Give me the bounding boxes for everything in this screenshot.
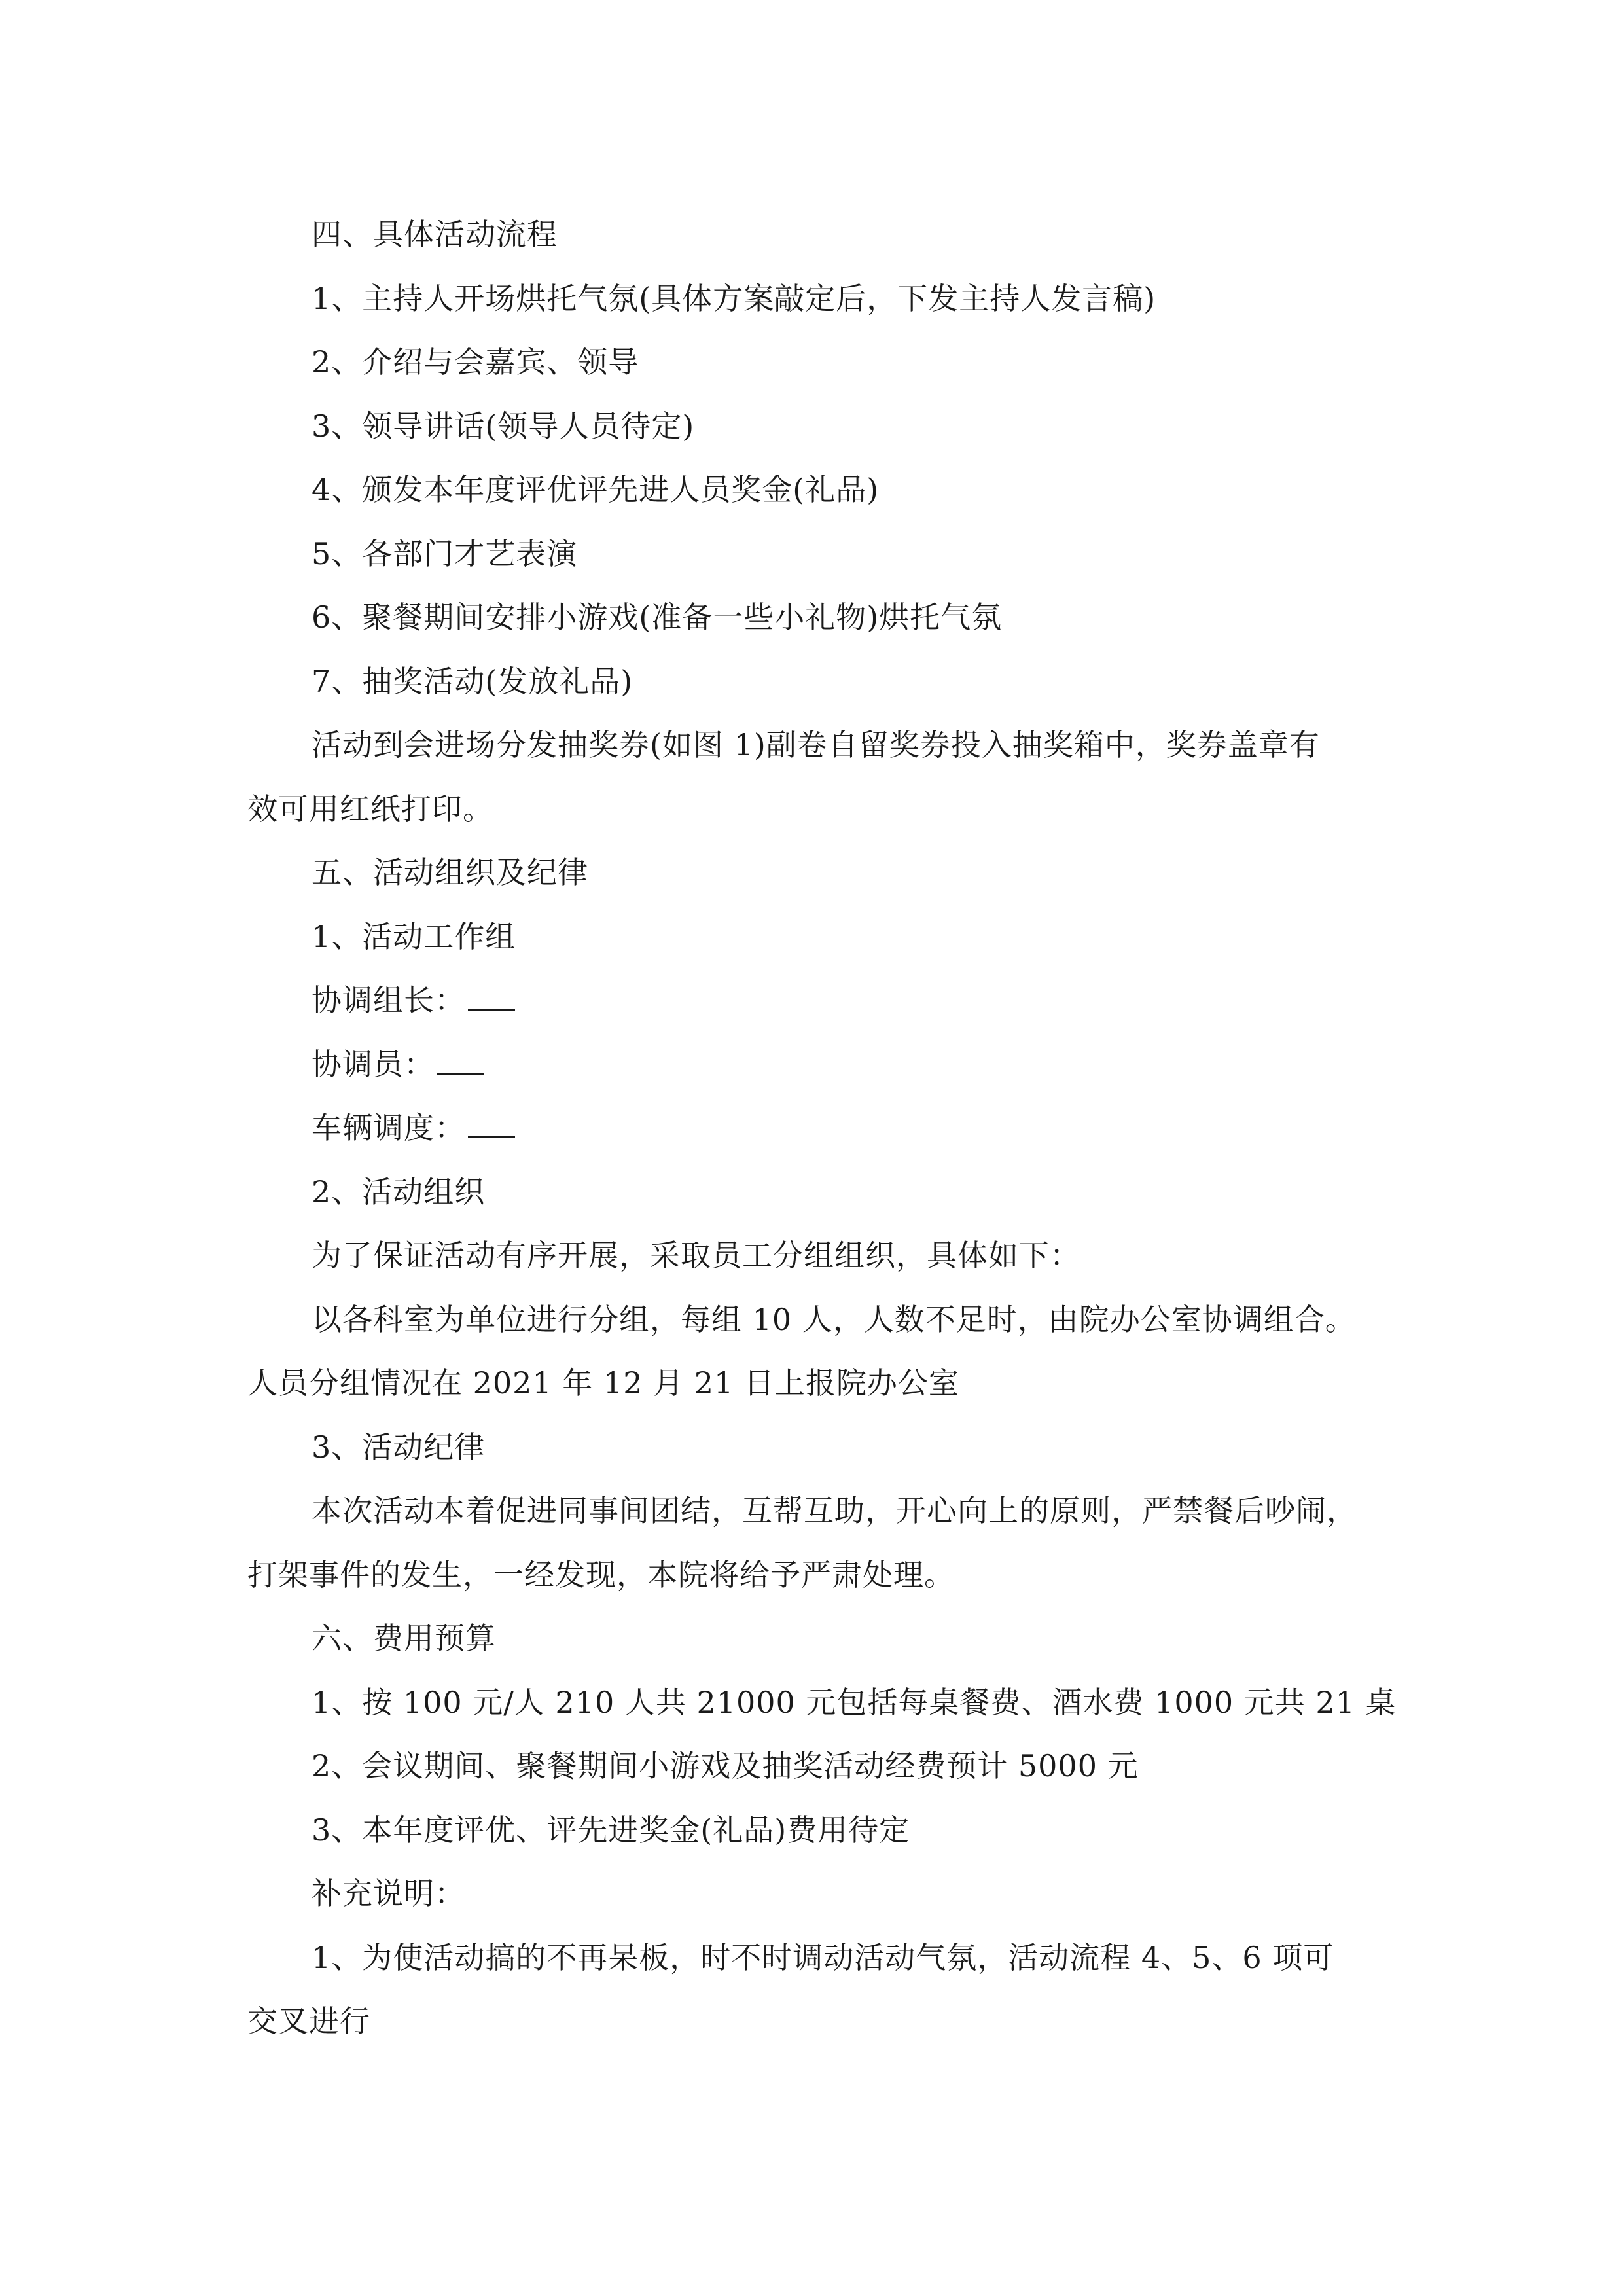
organization-paragraph-line: 人员分组情况在 2021 年 12 月 21 日上报院办公室 — [247, 1365, 959, 1401]
subheading-organization: 2、活动组织 — [312, 1174, 486, 1210]
process-item: 2、介绍与会嘉宾、领导 — [312, 344, 639, 380]
role-label: 车辆调度： — [312, 1110, 465, 1145]
budget-item: 1、按 100 元/人 210 人共 21000 元包括每桌餐费、酒水费 1000 元共 21 桌 — [312, 1684, 1397, 1720]
role-label: 协调员： — [312, 1046, 435, 1082]
budget-item: 3、本年度评优、评先进奖金(礼品)费用待定 — [312, 1812, 910, 1848]
blank-line — [468, 986, 515, 1011]
process-item: 7、抽奖活动(发放礼品) — [312, 663, 633, 699]
note-paragraph-line: 交叉进行 — [247, 2003, 370, 2039]
blank-line — [468, 1114, 515, 1138]
budget-item: 2、会议期间、聚餐期间小游戏及抽奖活动经费预计 5000 元 — [312, 1748, 1139, 1784]
lottery-paragraph-line: 活动到会进场分发抽奖券(如图 1)副卷自留奖券投入抽奖箱中，奖券盖章有 — [312, 727, 1320, 762]
blank-line — [437, 1050, 484, 1075]
discipline-paragraph-line: 打架事件的发生，一经发现，本院将给予严肃处理。 — [247, 1556, 955, 1592]
role-label: 协调组长： — [312, 982, 465, 1018]
process-item: 6、聚餐期间安排小游戏(准备一些小礼物)烘托气氛 — [312, 600, 1003, 635]
note-paragraph-line: 1、为使活动搞的不再呆板，时不时调动活动气氛，活动流程 4、5、6 项可 — [312, 1939, 1334, 1975]
subheading-workgroup: 1、活动工作组 — [312, 918, 516, 954]
lottery-paragraph-line: 效可用红纸打印。 — [247, 791, 493, 827]
role-coordinator — [247, 1033, 1383, 1097]
note-heading: 补充说明： — [312, 1876, 465, 1911]
section-heading-organization: 五、活动组织及纪律 — [312, 855, 588, 890]
section-heading-budget: 六、费用预算 — [312, 1621, 496, 1656]
organization-paragraph-line: 以各科室为单位进行分组，每组 10 人，人数不足时，由院办公室协调组合。 — [312, 1301, 1356, 1337]
section-heading-process: 四、具体活动流程 — [312, 217, 558, 252]
process-item: 3、领导讲话(领导人员待定) — [312, 408, 695, 444]
subheading-discipline: 3、活动纪律 — [312, 1429, 486, 1465]
process-item: 5、各部门才艺表演 — [312, 535, 578, 571]
role-vehicle-dispatch — [247, 1096, 1383, 1160]
role-coordinator-lead — [247, 969, 1383, 1033]
process-item: 1、主持人开场烘托气氛(具体方案敲定后，下发主持人发言稿) — [312, 280, 1156, 316]
discipline-paragraph-line: 本次活动本着促进同事间团结，互帮互助，开心向上的原则，严禁餐后吵闹， — [312, 1493, 1357, 1528]
organization-paragraph-line: 为了保证活动有序开展，采取员工分组组织，具体如下： — [312, 1238, 1080, 1273]
process-item: 4、颁发本年度评优评先进人员奖金(礼品) — [312, 472, 880, 507]
document-body — [247, 203, 1397, 2054]
